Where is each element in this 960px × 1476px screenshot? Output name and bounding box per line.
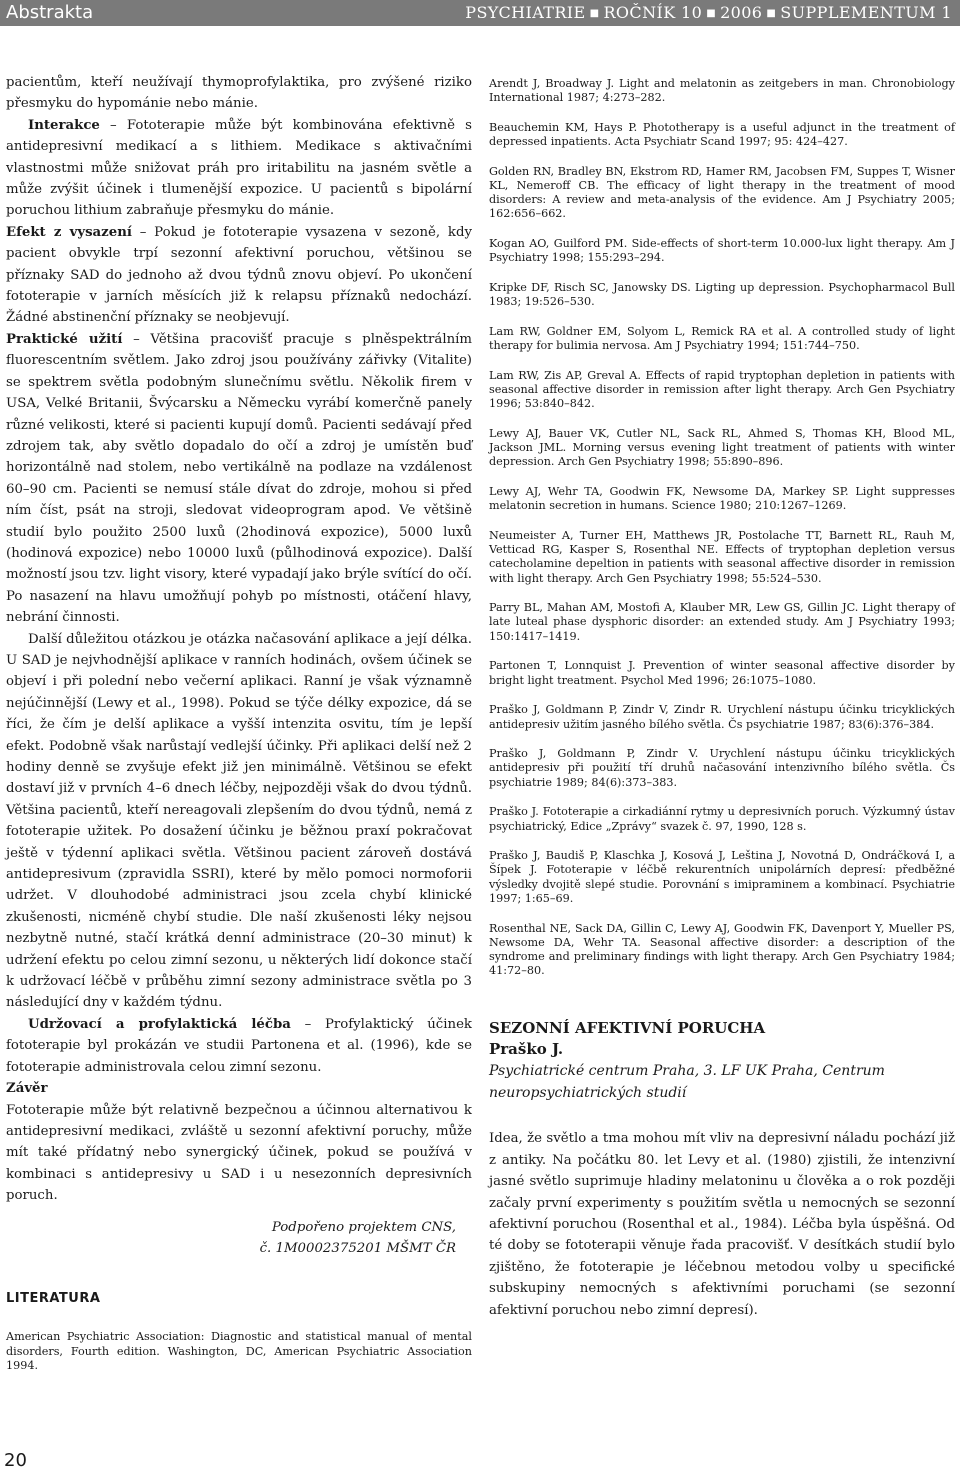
funding-note xyxy=(6,1217,472,1260)
paragraph xyxy=(6,629,472,1014)
reference-item: Lewy AJ, Bauer VK, Cutler NL, Sack RL, Ahmed S, Thomas KH, Blood ML, Jackson JML. Morning versus evening light treatment of patients with winter depression. Arch Gen Psychiatry 1998; 55:890–896. xyxy=(489,426,955,469)
reference-item: Neumeister A, Turner EH, Matthews JR, Postolache TT, Barnett RL, Rauh M, Vetticad RG, Kasper S, Rosenthal NE. Effects of tryptophan depletion versus catecholamine depeltion in patients with seasonal affective disorder in remission with light therapy. Arch Gen Psychiatry 1998; 55:524–530. xyxy=(489,528,955,585)
separator-square-icon: ■ xyxy=(589,8,600,19)
reference-item: Beauchemin KM, Hays P. Phototherapy is a useful adjunct in the treatment of depressed inpatients. Acta Psychiatr Scand 1997; 95: 424–427. xyxy=(489,120,955,149)
article-title: SEZONNÍ AFEKTIVNÍ PORUCHA xyxy=(489,1019,766,1038)
paragraph xyxy=(6,1014,472,1078)
paragraph-lead: Praktické užití xyxy=(6,331,123,347)
journal-name: PSYCHIATRIE xyxy=(465,3,586,22)
funding-line: č. 1M0002375201 MŠMT ČR xyxy=(259,1240,456,1256)
reference-list xyxy=(489,77,955,978)
page-number: 20 xyxy=(4,1450,27,1471)
supplement-label: SUPPLEMENTUM 1 xyxy=(780,3,952,22)
reference-item: Golden RN, Bradley BN, Ekstrom RD, Hamer RM, Jacobsen FM, Suppes T, Wisner KL, Nemeroff CB. The efficacy of light therapy in the treatment of mood disorders: A review and meta-analysis of the evidence. Am J Psychiatry 2005; 162:656–662. xyxy=(489,164,955,221)
reference-item: Praško J. Fototerapie a cirkadiánní rytmy u depresivních poruch. Výzkumný ústav psychiatrický, Edice „Zprávy“ svazek č. 97, 1990, 128 s. xyxy=(489,805,955,833)
body-text xyxy=(6,72,472,1207)
separator-square-icon: ■ xyxy=(706,8,717,19)
journal-running-head xyxy=(465,2,952,25)
article-author: Praško J. xyxy=(489,1040,564,1059)
reference-item: Kripke DF, Risch SC, Janowsky DS. Ligting up depression. Psychopharmacol Bull 1983; 19:526–530. xyxy=(489,281,955,309)
paragraph-text: – Většina pracovišť pracuje s plněspektrálním fluorescentním světlem. Jako zdroj jsou používány zářivky (Vitalite) se spektrem světla podobným slunečnímu světlu. Několik firem v USA, Velké Britanii, Švýcarsku a Německu vyrábí komerčně panely různé velikosti, které si pacienti kupují domů. Pacienti sedávají před zdrojem tak, aby světlo dopadalo do očí a zdroj je umístěn buď horizontálně nad stolem, nebo vertikálně na podlaze na vzdálenost 60–90 cm. Pacienti se nemusí stále dívat do zdroje, mohou si před ním číst, psát na stroji, sledovat videoprogram apod. Ve většině studií bylo použito 2500 luxů (2hodinová expozice), 5000 luxů (hodinová expozice) nebo 10000 luxů (půlhodinová expozice). Další možností jsou tzv. light visory, které vypadají jako brýle svítící do očí. Po nasazení na hlavu umožňují pohyb po místnosti, otáčení hlavy, nebrání činnosti. xyxy=(6,331,472,626)
reference-item: Lam RW, Zis AP, Greval A. Effects of rapid tryptophan depletion in patients with seasonal affective disorder in remission after light therapy. Arch Gen Psychiatry 1996; 53:840–842. xyxy=(489,368,955,411)
page-header xyxy=(0,0,960,26)
paragraph-text: Další důležitou otázkou je otázka načasování aplikace a její délka. U SAD je nejvhodnější aplikace v ranních hodinách, ovšem účinek se objeví i při polední nebo večerní aplikaci. Ranní je však významně nejúčinnější (Lewy et al., 1998). Pokud se týče délky expozice, dá se říci, že čím je delší aplikace a vyšší intenzita osvitu, tím je lepší efekt. Podobně však narůstají vedlejší účinky. Při aplikaci delší než 2 hodiny denně se zvyšuje efekt již jen minimálně. Většinou se efekt dostaví již v prvních 4–6 dnech léčby, nejpozději však do dvou týdnů. Většina pacientů, kteří nereagovali zlepšením do dvou týdnů, nemá z fototerapie užitek. Po dosažení účinku je běžnou praxí pokračovat ještě v týdenní aplikaci světla. Většinou pacient zároveň dostává antidepresivum (zpravidla SSRI), které by mělo pomoci normoforii udržet. V dlouhodobé administraci jsou zcela chybí klinické zkušenosti, nicméně chybí studie. Dle naší zkušenosti léky nejsou nezbytně nutné, stačí krátká denní administrace (20–30 minut) k udržení efektu po celou zimní sezonu, u některých lidí dokonce stačí k udržovací léčbě v průběhu zimní sezony administrace světla po 3 následující dny v každém týdnu. xyxy=(6,631,472,1011)
paragraph xyxy=(6,115,472,222)
conclusion-heading-text: Závěr xyxy=(6,1081,48,1097)
reference-item: Lam RW, Goldner EM, Solyom L, Remick RA et al. A controlled study of light therapy for bulimia nervosa. Am J Psychiatry 1994; 151:744–750. xyxy=(489,324,955,353)
separator-square-icon: ■ xyxy=(766,8,777,19)
paragraph-text: pacientům, kteří neužívají thymoprofylaktika, pro zvýšené riziko přesmyku do hypománie nebo mánie. xyxy=(6,75,472,112)
conclusion-heading xyxy=(6,1078,472,1099)
reference-item: American Psychiatric Association: Diagnostic and statistical manual of mental disorders, Fourth edition. Washington, DC, American Psychiatric Association 1994. xyxy=(6,1330,472,1372)
paragraph-lead: Interakce xyxy=(28,117,100,133)
paragraph xyxy=(6,222,472,329)
reference-item: Praško J, Baudiš P, Klaschka J, Kosová J, Leština J, Novotná D, Ondráčková I, a Šípek J. Fototerapie v léčbě rekurentních unipolárních depresí: předběžné výsledky dvojitě slepé studie. Porovnání s imipraminem a kombinací. Psychiatrie 1997; 1:65–69. xyxy=(489,849,955,905)
conclusion-paragraph: Fototerapie může být relativně bezpečnou a účinnou alternativou k antidepresivní medikaci, zvláště u sezonní afektivní poruchy, může mít také přídatný nebo synergický účinek, pokud se používá v kombinaci s antidepresivy u SAD i u nesezonních depresivních poruch. xyxy=(6,1102,472,1204)
left-column xyxy=(6,72,472,1373)
reference-item: Partonen T, Lonnquist J. Prevention of winter seasonal affective disorder by bright light treatment. Psychol Med 1996; 26:1075–1080. xyxy=(489,659,955,687)
section-label: Abstrakta xyxy=(6,2,94,23)
right-column xyxy=(489,77,955,1321)
paragraph-text: – Pokud je fototerapie vysazena v sezoně, kdy pacient obvykle trpí sezonní afektivní poruchou, většinou se příznaky SAD do jednoho až dvou týdnů znovu objeví. Po ukončení fototerapie v jarních měsících již k relapsu příznaků nedochází. Žádné abstinenční příznaky se neobjevují. xyxy=(6,224,472,326)
year-label: 2006 xyxy=(720,3,763,22)
affiliation-line: Psychiatrické centrum Praha, 3. LF UK Praha, Centrum xyxy=(489,1063,885,1080)
volume-label: ROČNÍK 10 xyxy=(603,3,703,22)
reference-item: Praško J, Goldmann P, Zindr V, Zindr R. Urychlení nástupu účinku tricyklických antidepresiv užitím jasného bílého světla. Čs psychiatrie 1987; 83(6):376–384. xyxy=(489,703,955,731)
reference-item: Rosenthal NE, Sack DA, Gillin C, Lewy AJ, Goodwin FK, Davenport Y, Mueller PS, Newsome DA, Wehr TA. Seasonal affective disorder: a description of the syndrome and preliminary findings with light therapy. Arch Gen Psychiatry 1984; 41:72–80. xyxy=(489,921,955,978)
paragraph-lead: Efekt z vysazení xyxy=(6,224,132,240)
affiliation-line: neuropsychiatrických studií xyxy=(489,1085,687,1102)
reference-item: Kogan AO, Guilford PM. Side-effects of short-term 10.000-lux light therapy. Am J Psychiatry 1998; 155:293–294. xyxy=(489,237,955,265)
paragraph xyxy=(6,72,472,115)
reference-item: Parry BL, Mahan AM, Mostofi A, Klauber MR, Lew GS, Gillin JC. Light therapy of late luteal phase dysphoric disorder: an extended study. Am J Psychiatry 1993; 150:1417–1419. xyxy=(489,601,955,643)
reference-item: Lewy AJ, Wehr TA, Goodwin FK, Newsome DA, Markey SP. Light suppresses melatonin secretion in humans. Science 1980; 210:1267–1269. xyxy=(489,485,955,513)
reference-item: Praško J, Goldmann P, Zindr V. Urychlení nástupu účinku tricyklických antidepresiv při použití tří druhů načasování intenzivního bílého světla. Čs psychiatrie 1989; 84(6):373–383. xyxy=(489,747,955,789)
funding-line: Podpořeno projektem CNS, xyxy=(271,1219,456,1235)
article-affiliation xyxy=(489,1060,955,1104)
article-abstract: Idea, že světlo a tma mohou mít vliv na depresivní náladu pochází již z antiky. Na počátku 80. let Levy et al. (1980) zjistili, že intenzivní jasné světlo suprimuje hladiny melatoninu u člověka a o rok později začaly první experimenty s použitím světla u nemocných se sezonní afektivní poruchou (Rosenthal et al., 1984). Léčba byla úspěšná. Od té doby se fototerapii věnuje řada pracovišť. V desítkách studií bylo zjištěno, že fototerapie je léčebnou metodou volby u specifické subskupiny nemocných s afektivními poruchami (se sezonní afektivní poruchou nebo zimní depresí). xyxy=(489,1131,955,1318)
paragraph-text: – Profylaktický účinek fototerapie byl prokázán ve studii Partonena et al. (1996), kde se fototerapie administrovala celou zimní sezonu. xyxy=(6,1016,472,1075)
literature-heading: LITERATURA xyxy=(6,1291,101,1307)
paragraph xyxy=(6,329,472,629)
reference-item: Arendt J, Broadway J. Light and melatonin as zeitgebers in man. Chronobiology International 1987; 4:273–282. xyxy=(489,77,955,105)
paragraph-lead: Udržovací a profylaktická léčba xyxy=(28,1016,291,1032)
paragraph-text: – Fototerapie může být kombinována efektivně s antidepresivní medikací a s lithiem. Medikace s aktivačními vlastnostmi může snižovat práh pro iritabilitu na jasném světle a může zvýšit účinek i tlumenější expozice. U pacientů s bipolární poruchou lithium zabraňuje přesmyku do mánie. xyxy=(6,117,472,219)
